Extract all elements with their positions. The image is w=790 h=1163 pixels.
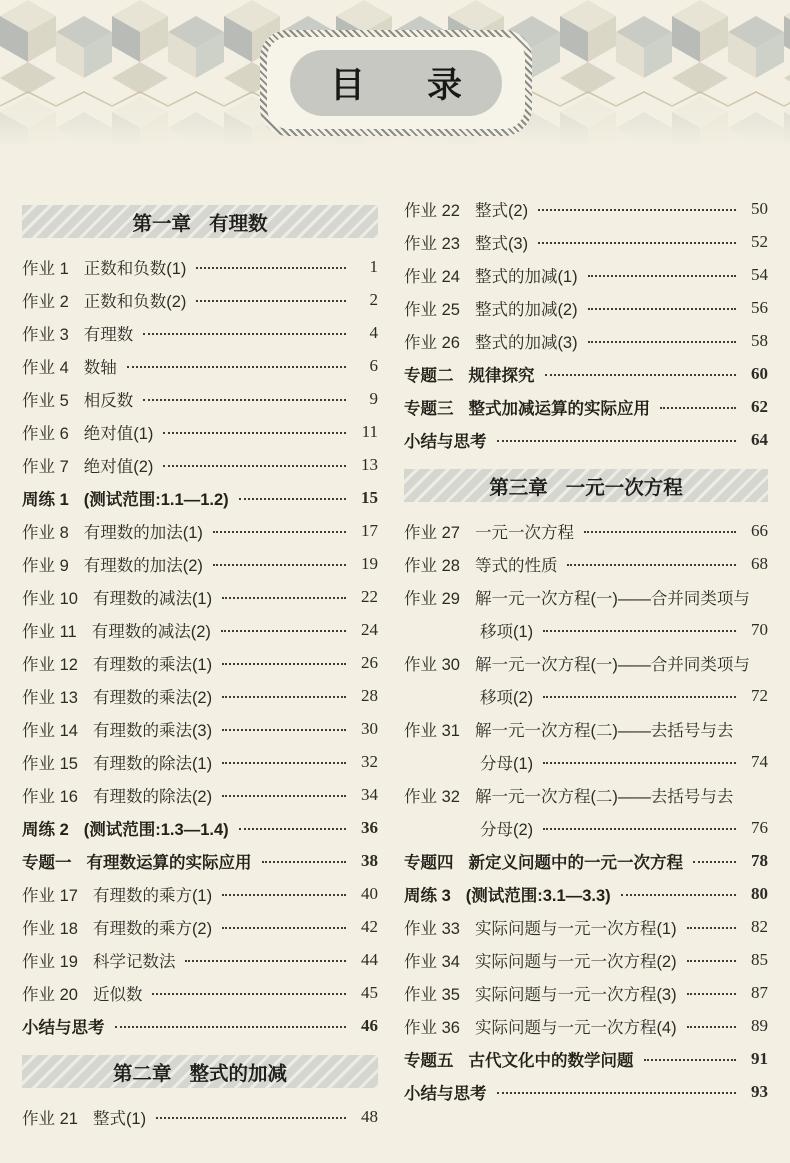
- entry-page-number: 70: [751, 619, 768, 639]
- toc-entry: [404, 646, 768, 679]
- toc-column-left: [22, 192, 378, 1133]
- toc-entry: [22, 250, 378, 283]
- dot-leader: [543, 630, 736, 632]
- dot-leader: [621, 894, 736, 896]
- dot-leader: [538, 209, 736, 211]
- toc-entry: [22, 316, 378, 349]
- entry-page-number: 93: [751, 1081, 768, 1101]
- entry-page-number: 78: [751, 850, 768, 870]
- entry-title: 移项(1): [480, 622, 534, 641]
- entry-title: 有理数的加法(1): [83, 523, 203, 542]
- entry-title: 实际问题与一元一次方程(4): [474, 1018, 677, 1037]
- entry-page-number: 60: [751, 363, 768, 383]
- entry-title: 等式的性质: [474, 556, 558, 575]
- toc-entry: [404, 324, 768, 357]
- entry-page-number: 36: [361, 817, 378, 837]
- dot-leader: [239, 828, 346, 830]
- entry-label: 作业 4: [22, 358, 69, 377]
- dot-leader: [262, 861, 347, 863]
- chapter-number: 第二章: [112, 1062, 172, 1085]
- dot-leader: [543, 762, 736, 764]
- entry-label: 作业 31: [404, 721, 460, 740]
- toc-entry: [22, 712, 378, 745]
- toc-entry: [404, 943, 768, 976]
- dot-leader: [143, 399, 346, 401]
- dot-leader: [196, 267, 346, 269]
- dot-leader: [222, 696, 346, 698]
- entry-page-number: 30: [361, 718, 378, 738]
- dot-leader: [127, 366, 346, 368]
- entry-title: 解一元一次方程(二)——去括号与去: [474, 787, 734, 806]
- dot-leader: [644, 1059, 737, 1061]
- dot-leader: [584, 531, 736, 533]
- entry-label: 作业 6: [22, 424, 69, 443]
- entry-title: 绝对值(2): [83, 457, 154, 476]
- entry-page-number: 40: [361, 883, 378, 903]
- entry-page-number: 76: [751, 817, 768, 837]
- toc-entry: [404, 613, 768, 646]
- entry-label: 作业 8: [22, 523, 69, 542]
- toc-entry: [404, 423, 768, 456]
- entry-title: 整式加减运算的实际应用: [468, 399, 650, 418]
- dot-leader: [185, 960, 346, 962]
- entry-page-number: 87: [751, 982, 768, 1002]
- dot-leader: [567, 564, 736, 566]
- toc-entry: [404, 679, 768, 712]
- toc-entry: [404, 1009, 768, 1042]
- dot-leader: [660, 407, 736, 409]
- entry-label: 作业 26: [404, 333, 460, 352]
- entry-label: 作业 29: [404, 589, 460, 608]
- dot-leader: [213, 564, 346, 566]
- entry-page-number: 11: [361, 421, 378, 441]
- entry-label: 作业 11: [22, 622, 77, 641]
- entry-label: 作业 34: [404, 952, 460, 971]
- dot-leader: [143, 333, 346, 335]
- entry-page-number: 24: [361, 619, 378, 639]
- entry-label: 作业 35: [404, 985, 460, 1004]
- entry-page-number: 74: [751, 751, 768, 771]
- toc-entry: [404, 844, 768, 877]
- entry-label: 作业 33: [404, 919, 460, 938]
- entry-label: 作业 10: [22, 589, 78, 608]
- entry-page-number: 46: [361, 1015, 378, 1035]
- entry-title: 有理数的乘法(1): [92, 655, 213, 674]
- toc-entry: [404, 225, 768, 258]
- entry-label: 作业 7: [22, 457, 69, 476]
- entry-label: 专题五: [404, 1051, 454, 1070]
- entry-label: 作业 30: [404, 655, 460, 674]
- entry-title: 古代文化中的数学问题: [468, 1051, 634, 1070]
- entry-title: 近似数: [92, 985, 143, 1004]
- entry-title: 绝对值(1): [83, 424, 154, 443]
- entry-page-number: 4: [369, 322, 378, 342]
- toc-entry: [22, 1009, 378, 1042]
- entry-label: 作业 17: [22, 886, 78, 905]
- dot-leader: [687, 960, 736, 962]
- entry-label: 专题三: [404, 399, 454, 418]
- entry-title: 数轴: [83, 358, 117, 377]
- toc-entry: [404, 514, 768, 547]
- entry-page-number: 28: [361, 685, 378, 705]
- entry-label: 作业 16: [22, 787, 78, 806]
- entry-label: 作业 2: [22, 292, 69, 311]
- entry-title: 整式(1): [92, 1109, 147, 1128]
- entry-title: 有理数的减法(1): [92, 589, 213, 608]
- entry-title: 正数和负数(2): [83, 292, 187, 311]
- dot-leader: [152, 993, 346, 995]
- dot-leader: [196, 300, 346, 302]
- toc-title-box: [260, 30, 532, 136]
- entry-page-number: 2: [369, 289, 378, 309]
- entry-title: 相反数: [83, 391, 134, 410]
- toc-entry: [22, 283, 378, 316]
- toc-entry: [404, 291, 768, 324]
- entry-page-number: 50: [751, 198, 768, 218]
- entry-page-number: 58: [751, 330, 768, 350]
- entry-page-number: 62: [751, 396, 768, 416]
- chapter-title: 一元一次方程: [565, 476, 683, 499]
- entry-label: 作业 15: [22, 754, 78, 773]
- toc-entry: [22, 910, 378, 943]
- entry-label: 作业 22: [404, 201, 460, 220]
- chapter-title: 整式的加减: [189, 1062, 288, 1085]
- entry-label: 作业 21: [22, 1109, 78, 1128]
- entry-title: 有理数的减法(2): [91, 622, 211, 641]
- entry-title: 实际问题与一元一次方程(3): [474, 985, 677, 1004]
- entry-title: 正数和负数(1): [83, 259, 187, 278]
- dot-leader: [163, 465, 346, 467]
- toc-entry: [22, 580, 378, 613]
- entry-page-number: 1: [369, 256, 378, 276]
- entry-label: 周练 1: [22, 490, 69, 509]
- toc-entry: [22, 514, 378, 547]
- entry-page-number: 32: [361, 751, 378, 771]
- entry-page-number: 19: [361, 553, 378, 573]
- entry-page-number: 52: [751, 231, 768, 251]
- entry-page-number: 26: [361, 652, 378, 672]
- toc-entry: [22, 679, 378, 712]
- entry-title: 有理数运算的实际应用: [86, 853, 252, 872]
- toc-entry: [404, 712, 768, 745]
- dot-leader: [222, 762, 346, 764]
- entry-label: 作业 27: [404, 523, 460, 542]
- dot-leader: [115, 1026, 347, 1028]
- entry-title: 新定义问题中的一元一次方程: [468, 853, 683, 872]
- toc-entry: [22, 844, 378, 877]
- entry-title: 有理数的乘方(1): [92, 886, 213, 905]
- dot-leader: [222, 927, 346, 929]
- dot-leader: [497, 1092, 737, 1094]
- entry-label: 作业 14: [22, 721, 78, 740]
- toc-entry: [22, 547, 378, 580]
- entry-label: 周练 3: [404, 886, 451, 905]
- entry-page-number: 34: [361, 784, 378, 804]
- entry-page-number: 38: [361, 850, 378, 870]
- dot-leader: [693, 861, 736, 863]
- toc-entry: [22, 778, 378, 811]
- dot-leader: [543, 828, 736, 830]
- entry-title: 小结与思考: [22, 1018, 105, 1037]
- dot-leader: [588, 275, 736, 277]
- entry-page-number: 72: [751, 685, 768, 705]
- entry-label: 作业 32: [404, 787, 460, 806]
- entry-label: 作业 1: [22, 259, 69, 278]
- toc-entry: [404, 547, 768, 580]
- chapter-number: 第一章: [132, 212, 191, 235]
- toc-entry: [404, 192, 768, 225]
- chapter-heading: [22, 205, 378, 238]
- entry-page-number: 6: [369, 355, 378, 375]
- entry-label: 作业 19: [22, 952, 78, 971]
- toc-entry: [404, 811, 768, 844]
- entry-label: 作业 9: [22, 556, 69, 575]
- entry-title: 整式的加减(1): [474, 267, 578, 286]
- toc-entry: [404, 778, 768, 811]
- toc-entry: [22, 481, 378, 514]
- entry-title: 有理数的乘法(3): [92, 721, 213, 740]
- entry-page-number: 89: [751, 1015, 768, 1035]
- entry-title: 科学记数法: [92, 952, 176, 971]
- dot-leader: [222, 597, 346, 599]
- dot-leader: [687, 927, 736, 929]
- entry-title: (测试范围:3.1—3.3): [465, 886, 611, 905]
- toc-entry: [404, 745, 768, 778]
- entry-label: 作业 23: [404, 234, 460, 253]
- entry-title: 整式的加减(3): [474, 333, 578, 352]
- dot-leader: [687, 993, 736, 995]
- dot-leader: [538, 242, 736, 244]
- dot-leader: [588, 341, 736, 343]
- entry-label: 作业 24: [404, 267, 460, 286]
- entry-title: 小结与思考: [404, 432, 487, 451]
- toc-entry: [22, 646, 378, 679]
- entry-label: 作业 5: [22, 391, 69, 410]
- entry-page-number: 17: [361, 520, 378, 540]
- dot-leader: [588, 308, 736, 310]
- dot-leader: [213, 531, 346, 533]
- toc-entry: [22, 382, 378, 415]
- entry-page-number: 15: [361, 487, 378, 507]
- entry-label: 作业 12: [22, 655, 78, 674]
- toc-entry: [22, 877, 378, 910]
- entry-title: (测试范围:1.1—1.2): [83, 490, 229, 509]
- entry-title: 整式的加减(2): [474, 300, 578, 319]
- toc-entry: [404, 1075, 768, 1108]
- entry-label: 专题四: [404, 853, 454, 872]
- entry-page-number: 91: [751, 1048, 768, 1068]
- entry-label: 作业 3: [22, 325, 69, 344]
- chapter-number: 第三章: [489, 476, 548, 499]
- entry-title: 整式(3): [474, 234, 529, 253]
- entry-title: 解一元一次方程(一)——合并同类项与: [474, 589, 750, 608]
- entry-title: 一元一次方程: [474, 523, 574, 542]
- entry-page-number: 82: [751, 916, 768, 936]
- dot-leader: [239, 498, 346, 500]
- toc-entry: [22, 976, 378, 1009]
- dot-leader: [687, 1026, 736, 1028]
- chapter-heading: [22, 1055, 378, 1088]
- entry-title: 整式(2): [474, 201, 529, 220]
- entry-page-number: 54: [751, 264, 768, 284]
- toc-entry: [22, 1100, 378, 1133]
- dot-leader: [222, 663, 346, 665]
- entry-page-number: 13: [361, 454, 378, 474]
- entry-title: 有理数的除法(1): [92, 754, 213, 773]
- entry-page-number: 9: [369, 388, 378, 408]
- entry-title: 解一元一次方程(二)——去括号与去: [474, 721, 734, 740]
- toc-entry: [22, 745, 378, 778]
- toc-entry: [22, 811, 378, 844]
- entry-label: 作业 36: [404, 1018, 460, 1037]
- entry-page-number: 44: [361, 949, 378, 969]
- toc-entry: [22, 448, 378, 481]
- toc-entry: [22, 613, 378, 646]
- toc-entry: [404, 357, 768, 390]
- entry-label: 周练 2: [22, 820, 69, 839]
- entry-title: 解一元一次方程(一)——合并同类项与: [474, 655, 750, 674]
- entry-page-number: 42: [361, 916, 378, 936]
- entry-title: 移项(2): [480, 688, 534, 707]
- entry-label: 作业 13: [22, 688, 78, 707]
- entry-page-number: 64: [751, 429, 768, 449]
- dot-leader: [163, 432, 346, 434]
- entry-label: 专题一: [22, 853, 72, 872]
- entry-page-number: 22: [361, 586, 378, 606]
- entry-title: 规律探究: [468, 366, 535, 385]
- page-title: 目录: [329, 66, 524, 105]
- entry-page-number: 68: [751, 553, 768, 573]
- dot-leader: [543, 696, 736, 698]
- entry-page-number: 48: [361, 1106, 378, 1126]
- entry-title: 有理数的乘法(2): [92, 688, 213, 707]
- entry-page-number: 85: [751, 949, 768, 969]
- toc-title-inner: [267, 37, 525, 129]
- toc-entry: [22, 349, 378, 382]
- toc-entry: [404, 580, 768, 613]
- dot-leader: [156, 1117, 346, 1119]
- entry-title: 实际问题与一元一次方程(1): [474, 919, 677, 938]
- entry-title: (测试范围:1.3—1.4): [83, 820, 229, 839]
- chapter-heading: [404, 469, 768, 502]
- entry-title: 分母(1): [480, 754, 534, 773]
- entry-page-number: 66: [751, 520, 768, 540]
- entry-title: 分母(2): [480, 820, 534, 839]
- entry-label: 专题二: [404, 366, 454, 385]
- entry-title: 有理数的乘方(2): [92, 919, 213, 938]
- toc-entry: [22, 415, 378, 448]
- entry-title: 实际问题与一元一次方程(2): [474, 952, 677, 971]
- dot-leader: [222, 729, 346, 731]
- toc-entry: [404, 910, 768, 943]
- entry-label: 作业 20: [22, 985, 78, 1004]
- toc-column-right: [404, 192, 768, 1108]
- toc-entry: [22, 943, 378, 976]
- entry-title: 有理数的加法(2): [83, 556, 203, 575]
- dot-leader: [545, 374, 737, 376]
- entry-page-number: 56: [751, 297, 768, 317]
- dot-leader: [497, 440, 737, 442]
- entry-label: 作业 28: [404, 556, 460, 575]
- entry-title: 有理数的除法(2): [92, 787, 213, 806]
- entry-title: 有理数: [83, 325, 134, 344]
- toc-entry: [404, 1042, 768, 1075]
- entry-page-number: 45: [361, 982, 378, 1002]
- toc-entry: [404, 258, 768, 291]
- dot-leader: [222, 795, 346, 797]
- dot-leader: [222, 894, 346, 896]
- entry-title: 小结与思考: [404, 1084, 487, 1103]
- entry-page-number: 80: [751, 883, 768, 903]
- toc-title-pill: [290, 50, 524, 116]
- entry-label: 作业 25: [404, 300, 460, 319]
- chapter-title: 有理数: [209, 212, 268, 235]
- entry-label: 作业 18: [22, 919, 78, 938]
- toc-entry: [404, 390, 768, 423]
- toc-entry: [404, 877, 768, 910]
- toc-entry: [404, 976, 768, 1009]
- dot-leader: [221, 630, 346, 632]
